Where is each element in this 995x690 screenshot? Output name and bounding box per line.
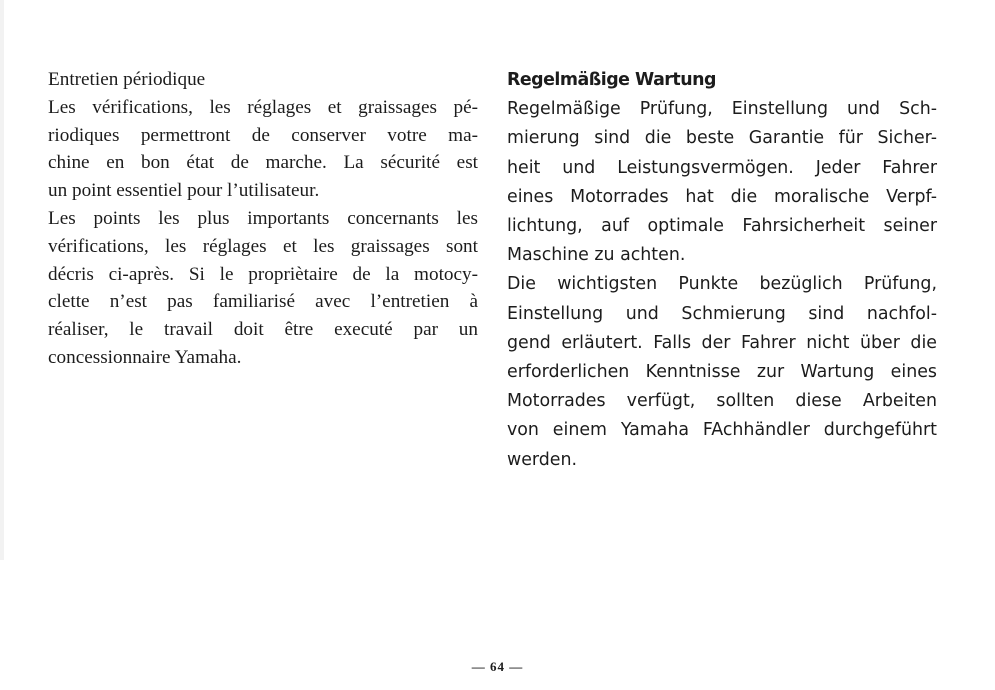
french-heading: Entretien périodique xyxy=(48,69,206,90)
text-line: von einem Yamaha FAchhändler durchgeführt xyxy=(507,420,937,441)
text-line: décris ci-après. Si le propriètaire de la motocy- xyxy=(48,263,478,285)
text-line: gend erläutert. Falls der Fahrer nicht über die xyxy=(507,332,937,353)
text-line: concessionnaire Yamaha. xyxy=(48,346,242,368)
text-line: clette n’est pas familiarisé avec l’entretien à xyxy=(48,291,478,313)
text-line: Maschine zu achten. xyxy=(507,245,686,266)
page-edge-shadow xyxy=(0,0,4,560)
french-paragraph-1 xyxy=(48,94,478,205)
text-line: Les points les plus importants concernants les xyxy=(48,207,478,229)
text-line: erforderlichen Kenntnisse zur Wartung eines xyxy=(507,362,937,383)
text-line: vérifications, les réglages et les graissages sont xyxy=(48,235,478,257)
text-line: Einstellung und Schmierung sind nachfol- xyxy=(507,303,937,324)
german-paragraph-2 xyxy=(507,270,937,474)
german-heading: Regelmäßige Wartung xyxy=(507,70,716,90)
text-line: mierung sind die beste Garantie für Sicher- xyxy=(507,128,937,149)
text-line: Motorrades verfügt, sollten diese Arbeiten xyxy=(507,391,937,412)
text-line: Regelmäßige Prüfung, Einstellung und Sch- xyxy=(507,99,937,120)
text-line: heit und Leistungsvermögen. Jeder Fahrer xyxy=(507,157,937,178)
text-line: chine en bon état de marche. La sécurité est xyxy=(48,152,478,174)
text-line: Die wichtigsten Punkte bezüglich Prüfung, xyxy=(507,274,937,295)
text-line: eines Motorrades hat die moralische Verpf- xyxy=(507,186,937,207)
text-line: un point essentiel pour l’utilisateur. xyxy=(48,180,320,202)
page-number: — 64 — xyxy=(471,659,524,674)
german-paragraph-1 xyxy=(507,95,937,270)
text-line: Les vérifications, les réglages et graissages pé- xyxy=(48,96,478,118)
text-line: lichtung, auf optimale Fahrsicherheit seiner xyxy=(507,216,937,237)
text-line: werden. xyxy=(507,449,578,470)
french-column xyxy=(48,66,478,372)
text-line: réaliser, le travail doit être executé par un xyxy=(48,319,478,341)
text-line: riodiques permettront de conserver votre ma- xyxy=(48,124,478,146)
german-column xyxy=(507,66,937,475)
french-paragraph-2 xyxy=(48,205,478,372)
